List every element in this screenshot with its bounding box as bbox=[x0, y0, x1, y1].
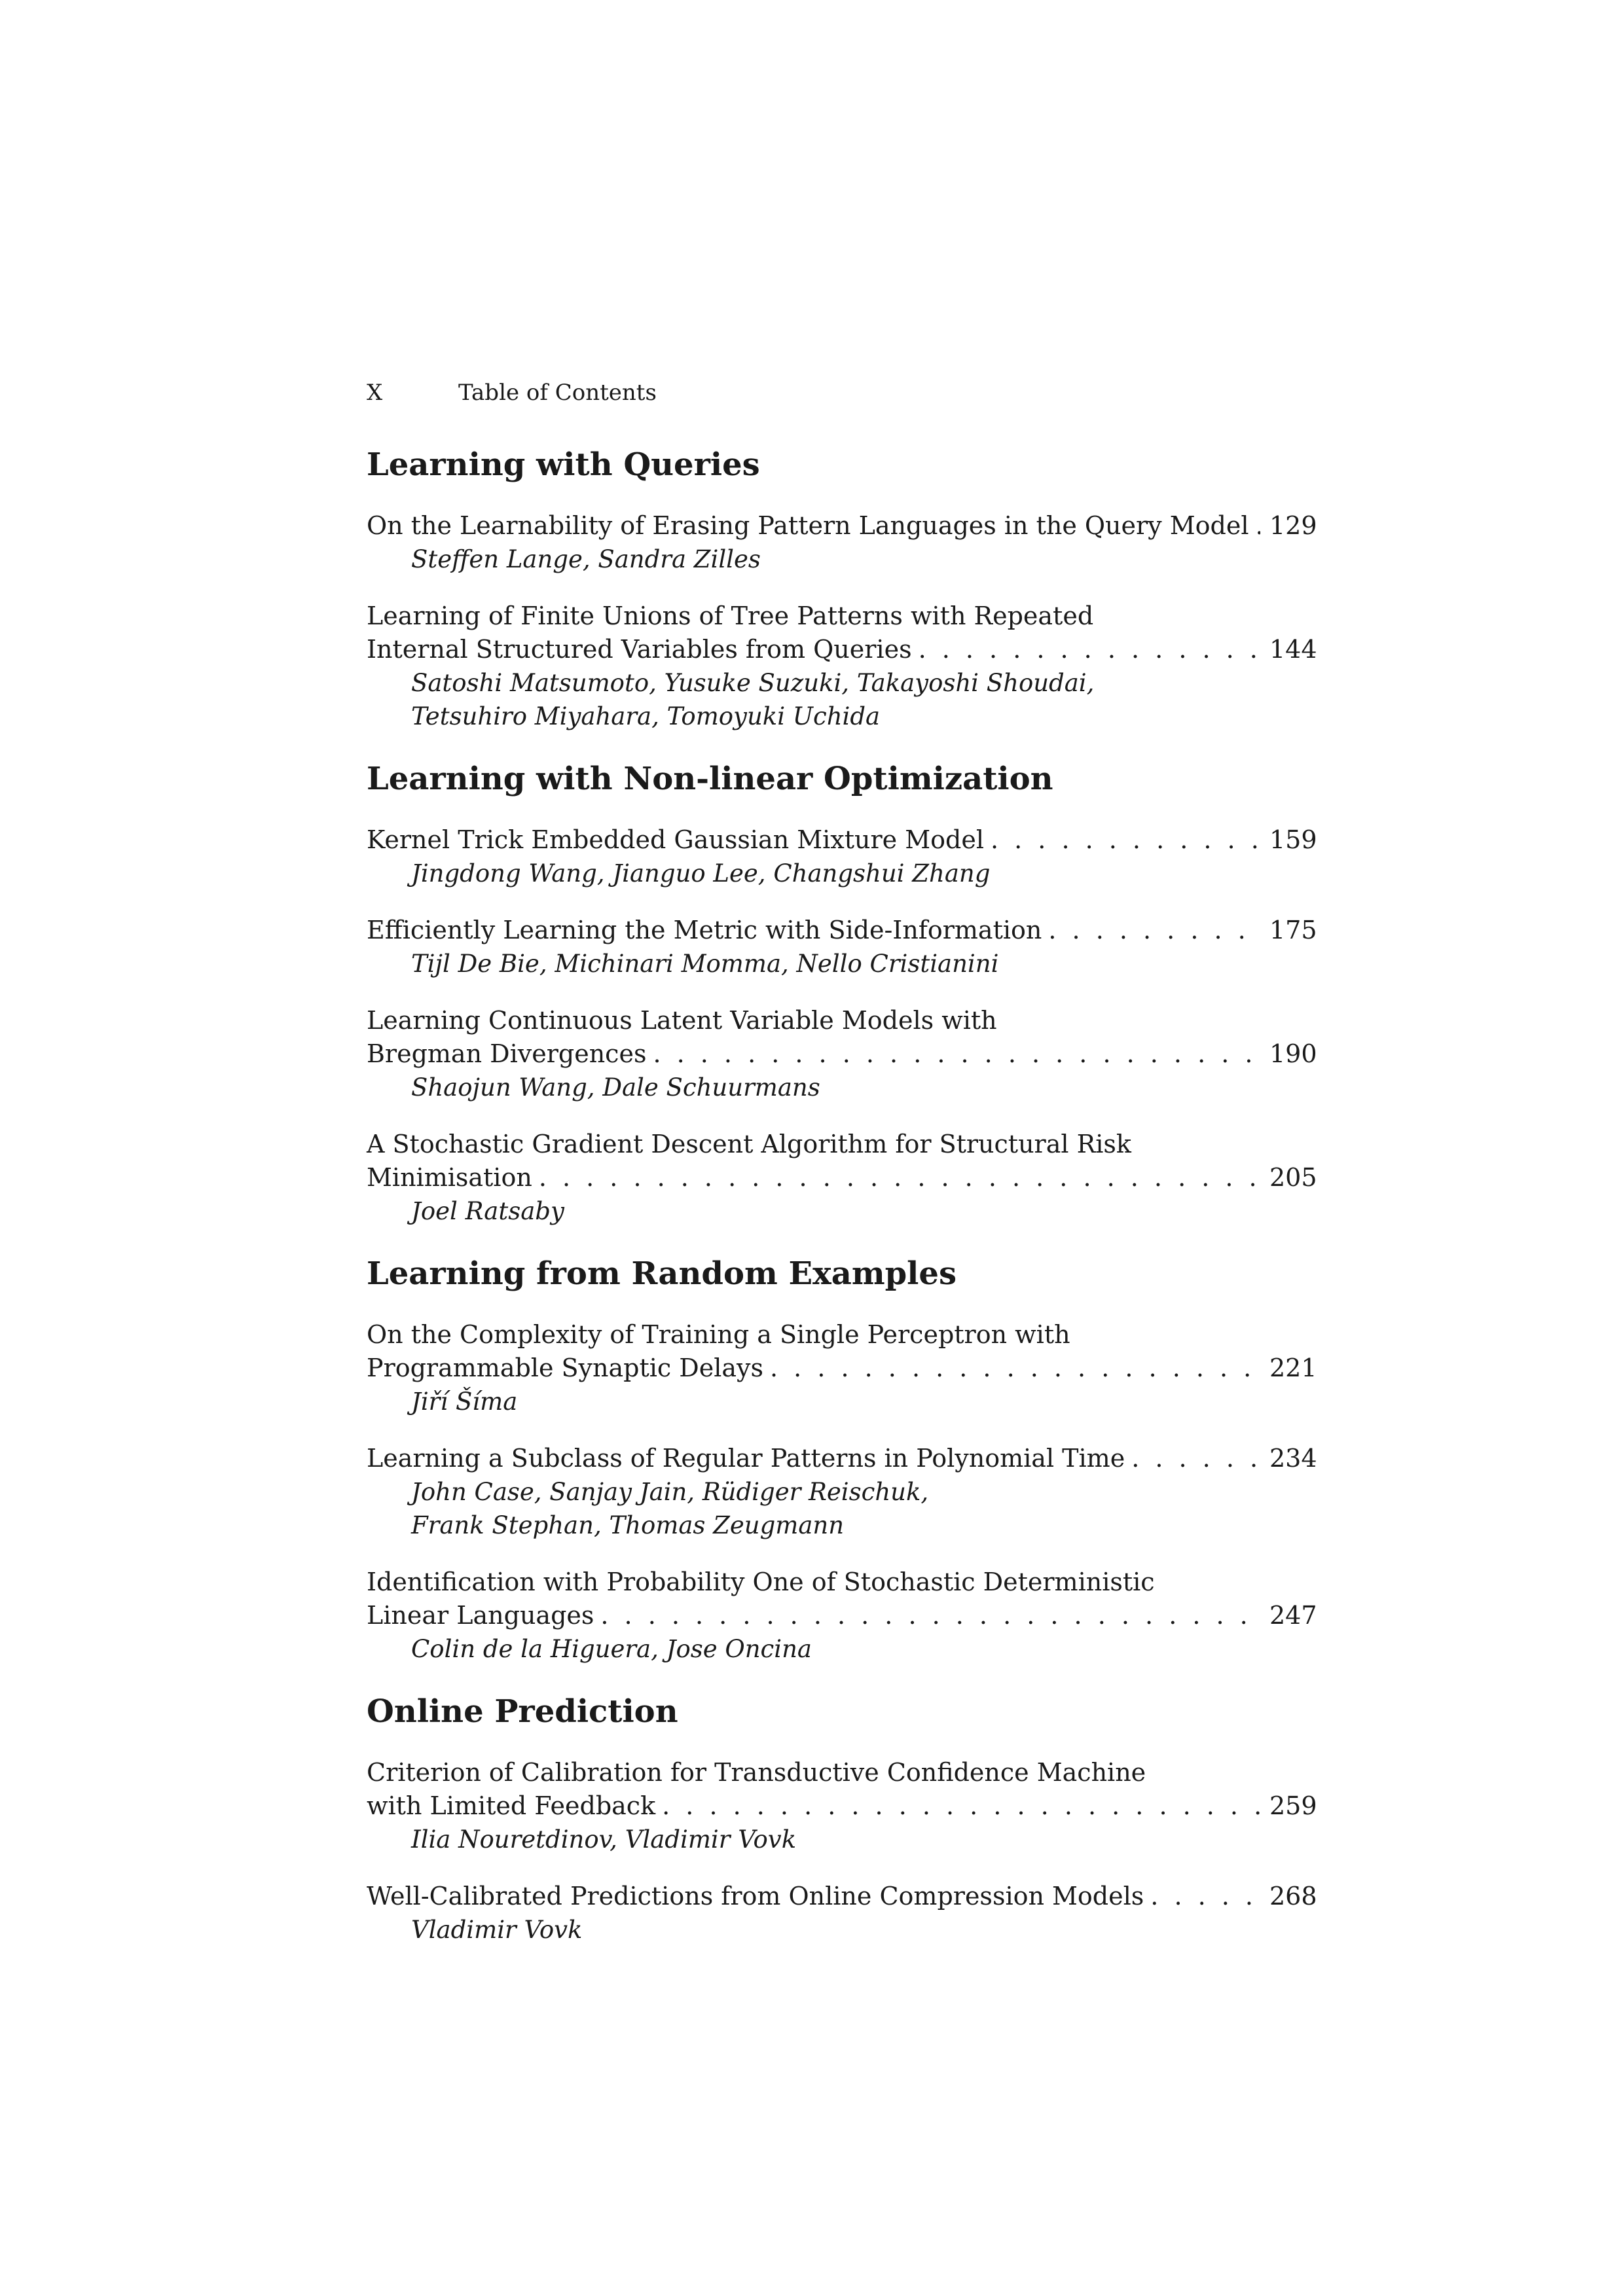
toc-section bbox=[367, 1254, 1317, 1666]
entry-title-row bbox=[367, 823, 1317, 857]
entry-page-number: 129 bbox=[1269, 511, 1317, 540]
entry-title-line: Identification with Probability One of Stochastic Deterministic bbox=[367, 1568, 1155, 1596]
entry-title-text: Well-Calibrated Predictions from Online Compression Models bbox=[367, 1882, 1144, 1910]
dot-leader bbox=[1255, 509, 1260, 543]
section-title: Learning with Queries bbox=[367, 446, 760, 483]
entry-title-row bbox=[367, 1442, 1317, 1475]
toc-entry[interactable] bbox=[367, 1128, 1317, 1228]
toc-entry[interactable] bbox=[367, 914, 1317, 980]
entry-title-row bbox=[367, 1599, 1317, 1632]
dot-leader bbox=[539, 1161, 1260, 1194]
entry-page-number: 259 bbox=[1269, 1791, 1317, 1820]
dot-leader bbox=[919, 633, 1260, 666]
toc-section bbox=[367, 445, 1317, 733]
entry-title-text: Learning a Subclass of Regular Patterns in Polynomial Time bbox=[367, 1444, 1125, 1473]
dot-leader bbox=[770, 1352, 1260, 1385]
dot-leader bbox=[1131, 1442, 1260, 1475]
entry-title-row bbox=[367, 509, 1317, 543]
entry-title-text: Kernel Trick Embedded Gaussian Mixture Model bbox=[367, 825, 984, 854]
entry-title-text: Efficiently Learning the Metric with Side-Information bbox=[367, 916, 1042, 944]
running-head bbox=[367, 380, 1313, 419]
toc-entry[interactable] bbox=[367, 1756, 1317, 1856]
entry-title-row bbox=[367, 1880, 1317, 1913]
entry-page-number: 144 bbox=[1269, 635, 1317, 664]
dot-leader bbox=[600, 1599, 1260, 1632]
entry-title-row bbox=[367, 1161, 1317, 1194]
toc-entry[interactable] bbox=[367, 509, 1317, 576]
entry-page-number: 190 bbox=[1269, 1039, 1317, 1068]
entry-page-number: 175 bbox=[1269, 916, 1317, 944]
entry-title-row bbox=[367, 1789, 1317, 1823]
entry-title-text: Programmable Synaptic Delays bbox=[367, 1354, 763, 1382]
entry-page-number: 159 bbox=[1269, 825, 1317, 854]
entry-title-text: On the Learnability of Erasing Pattern Languages in the Query Model bbox=[367, 511, 1249, 540]
dot-leader bbox=[991, 823, 1260, 857]
toc-section bbox=[367, 759, 1317, 1228]
entry-title-row bbox=[367, 1352, 1317, 1385]
entry-title-text: Bregman Divergences bbox=[367, 1039, 647, 1068]
entry-title-line: A Stochastic Gradient Descent Algorithm for Structural Risk bbox=[367, 1130, 1131, 1158]
toc-page bbox=[367, 380, 1317, 1970]
entry-authors: Steffen Lange, Sandra Zilles bbox=[411, 545, 761, 573]
entry-page-number: 234 bbox=[1269, 1444, 1317, 1473]
entry-authors: Ilia Nouretdinov, Vladimir Vovk bbox=[411, 1825, 797, 1854]
entry-authors: Joel Ratsaby bbox=[411, 1197, 564, 1225]
section-title: Learning from Random Examples bbox=[367, 1255, 957, 1292]
toc-sections bbox=[367, 445, 1317, 1946]
entry-title-row bbox=[367, 633, 1317, 666]
entry-title-text: Internal Structured Variables from Queries bbox=[367, 635, 912, 664]
entry-title-line: Learning Continuous Latent Variable Models with bbox=[367, 1006, 997, 1035]
dot-leader bbox=[1048, 914, 1260, 947]
entry-authors: John Case, Sanjay Jain, Rüdiger Reischuk, bbox=[411, 1478, 929, 1506]
entry-authors: Jiří Šíma bbox=[411, 1388, 518, 1416]
entry-title-line: Criterion of Calibration for Transductive Confidence Machine bbox=[367, 1758, 1146, 1787]
entry-page-number: 247 bbox=[1269, 1601, 1317, 1630]
entry-authors: Tijl De Bie, Michinari Momma, Nello Cristianini bbox=[411, 950, 999, 978]
entry-title-line: Learning of Finite Unions of Tree Patterns with Repeated bbox=[367, 601, 1094, 630]
entry-page-number: 268 bbox=[1269, 1882, 1317, 1910]
toc-entry[interactable] bbox=[367, 1318, 1317, 1418]
entry-title-line: On the Complexity of Training a Single Perceptron with bbox=[367, 1320, 1070, 1349]
dot-leader bbox=[1150, 1880, 1260, 1913]
entry-page-number: 221 bbox=[1269, 1354, 1317, 1382]
toc-entry[interactable] bbox=[367, 1880, 1317, 1946]
toc-entry[interactable] bbox=[367, 600, 1317, 733]
toc-entry[interactable] bbox=[367, 1004, 1317, 1104]
toc-section bbox=[367, 1692, 1317, 1946]
toc-entry[interactable] bbox=[367, 823, 1317, 890]
entry-authors: Shaojun Wang, Dale Schuurmans bbox=[411, 1073, 820, 1102]
entry-authors: Jingdong Wang, Jianguo Lee, Changshui Zhang bbox=[411, 859, 991, 888]
dot-leader bbox=[662, 1789, 1260, 1823]
entry-authors: Frank Stephan, Thomas Zeugmann bbox=[411, 1511, 845, 1539]
entry-authors: Satoshi Matsumoto, Yusuke Suzuki, Takayoshi Shoudai, bbox=[411, 669, 1095, 697]
toc-entry[interactable] bbox=[367, 1566, 1317, 1666]
running-head-title: Table of Contents bbox=[458, 380, 657, 406]
section-title: Online Prediction bbox=[367, 1693, 678, 1730]
toc-entry[interactable] bbox=[367, 1442, 1317, 1542]
entry-authors: Tetsuhiro Miyahara, Tomoyuki Uchida bbox=[411, 702, 881, 730]
running-head-page-number: X bbox=[367, 380, 383, 406]
entry-title-row bbox=[367, 914, 1317, 947]
entry-title-text: Minimisation bbox=[367, 1163, 532, 1192]
entry-title-text: with Limited Feedback bbox=[367, 1791, 656, 1820]
entry-authors: Colin de la Higuera, Jose Oncina bbox=[411, 1635, 812, 1663]
entry-title-row bbox=[367, 1037, 1317, 1071]
entry-authors: Vladimir Vovk bbox=[411, 1916, 583, 1944]
section-title: Learning with Non-linear Optimization bbox=[367, 761, 1053, 797]
dot-leader bbox=[653, 1037, 1260, 1071]
entry-title-text: Linear Languages bbox=[367, 1601, 594, 1630]
entry-page-number: 205 bbox=[1269, 1163, 1317, 1192]
